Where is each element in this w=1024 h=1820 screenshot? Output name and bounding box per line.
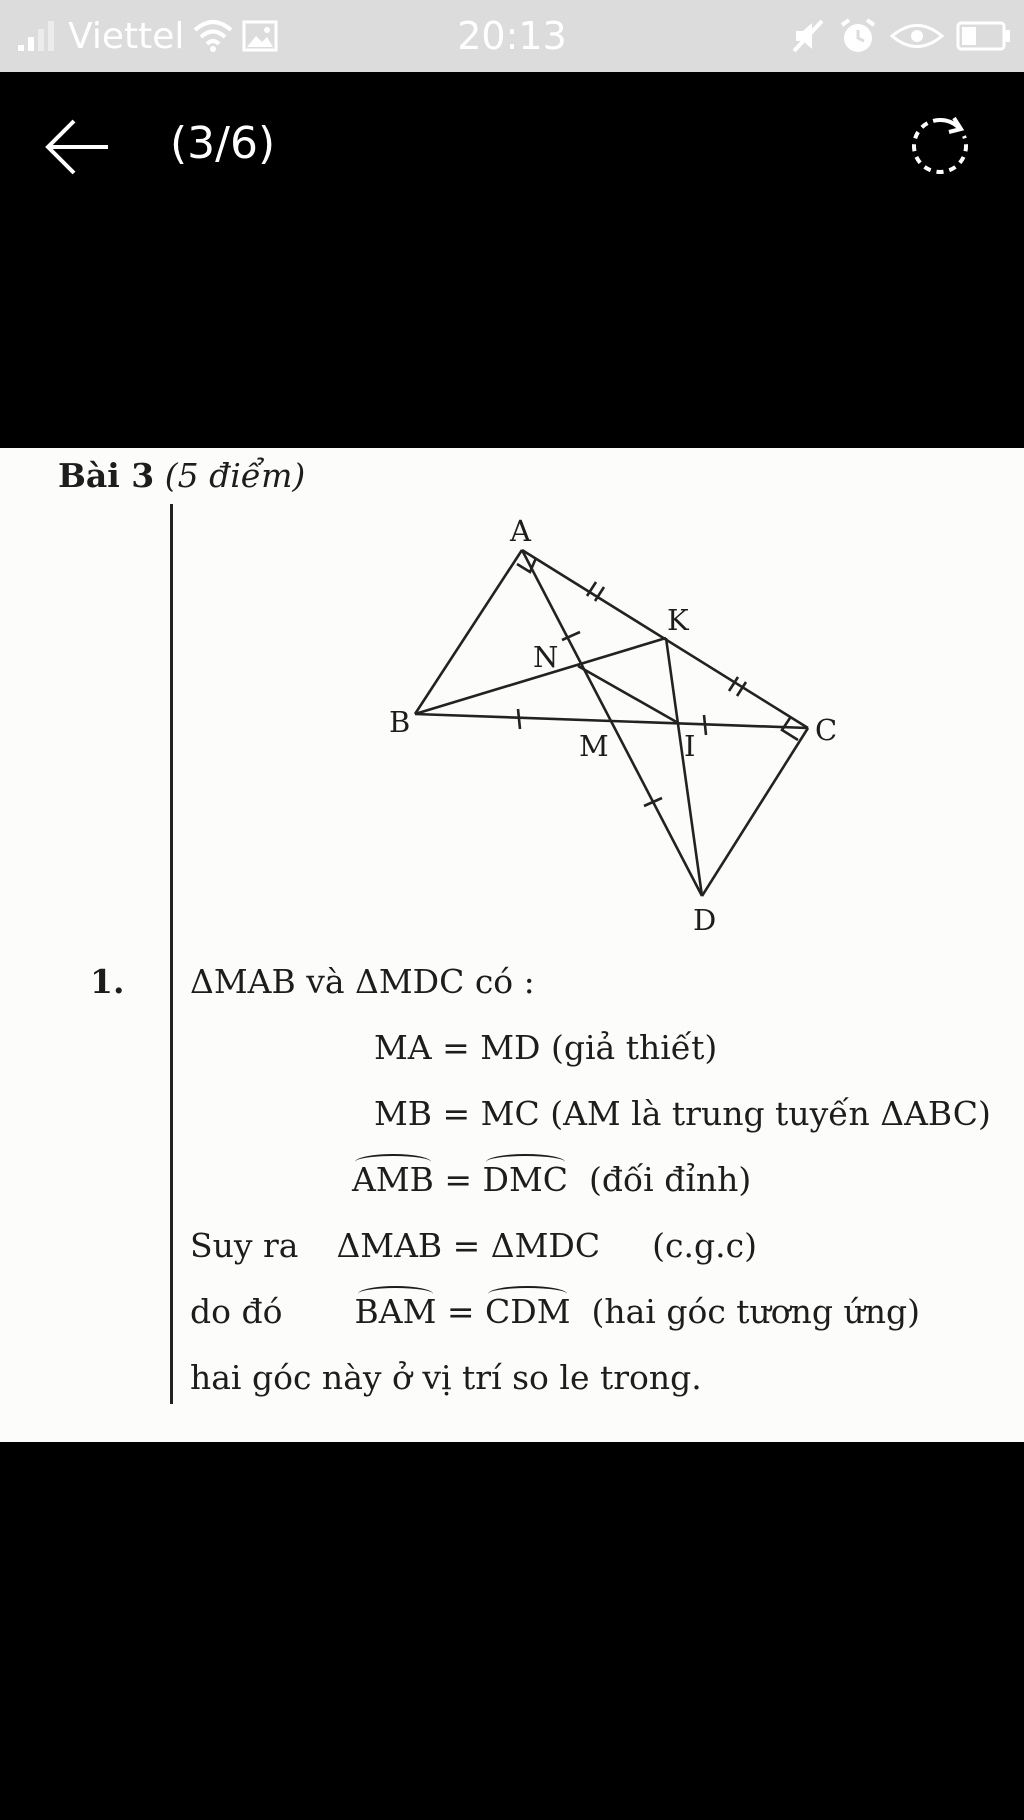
clock: 20:13 — [457, 14, 567, 58]
suy-ra-label: Suy ra — [190, 1226, 299, 1265]
segment-cd — [702, 728, 808, 896]
arrow-left-icon — [44, 112, 124, 182]
proof-line-5 — [190, 1226, 757, 1265]
angle-bam: BAM — [354, 1292, 437, 1331]
angle-dmc: DMC — [482, 1160, 569, 1199]
proof-line-3: MB = MC (AM là trung tuyến ΔABC) — [374, 1094, 991, 1133]
eye-icon — [890, 21, 944, 51]
exercise-title: Bài 3 — [58, 456, 155, 495]
segment-ni — [578, 666, 680, 724]
item-number: 1. — [90, 962, 125, 1001]
page-counter: (3/6) — [170, 118, 276, 169]
angle-amb: AMB — [352, 1160, 434, 1199]
segment-kd — [666, 638, 702, 896]
equals-sign: = — [433, 1160, 483, 1199]
label-i: I — [684, 729, 696, 763]
proof-line-6 — [190, 1292, 920, 1331]
back-button[interactable] — [44, 112, 124, 182]
battery-icon — [956, 20, 1012, 52]
geometry-figure — [0, 498, 1024, 998]
reason-vertical-angles: (đối đỉnh) — [568, 1160, 752, 1199]
exercise-heading — [58, 456, 305, 495]
proof-line-7: hai góc này ở vị trí so le trong. — [190, 1358, 702, 1397]
tick-bm — [518, 709, 520, 729]
label-a: A — [510, 514, 531, 548]
document-page — [0, 448, 1024, 1442]
reason-corresponding-angles: (hai góc tương ứng) — [570, 1292, 921, 1331]
triangle-congruence: ΔMAB = ΔMDC — [336, 1226, 601, 1265]
status-bar — [0, 0, 1024, 72]
proof-line-2: MA = MD (giả thiết) — [374, 1028, 718, 1067]
label-d: D — [693, 903, 717, 937]
proof-line-4 — [352, 1160, 751, 1199]
label-k: K — [667, 603, 689, 637]
carrier-name: Viettel — [68, 15, 185, 57]
label-m: M — [579, 729, 609, 763]
do-do-label: do đó — [190, 1292, 283, 1331]
angle-cdm: CDM — [485, 1292, 571, 1331]
label-b: B — [389, 705, 411, 739]
rotate-icon — [904, 110, 976, 182]
equals-sign-2: = — [436, 1292, 485, 1331]
congruence-case: (c.g.c) — [652, 1226, 757, 1265]
status-right — [790, 0, 1012, 72]
label-n: N — [533, 640, 559, 674]
mute-icon — [790, 18, 826, 54]
exercise-points: (5 điểm) — [164, 456, 306, 495]
proof-line-1: ΔMAB và ΔMDC có : — [190, 962, 535, 1001]
tick-ic — [704, 715, 706, 735]
viewer-toolbar — [0, 72, 1024, 222]
label-c: C — [815, 713, 838, 747]
segment-ab — [415, 550, 522, 714]
alarm-icon — [838, 17, 878, 55]
rotate-button[interactable] — [904, 110, 976, 182]
